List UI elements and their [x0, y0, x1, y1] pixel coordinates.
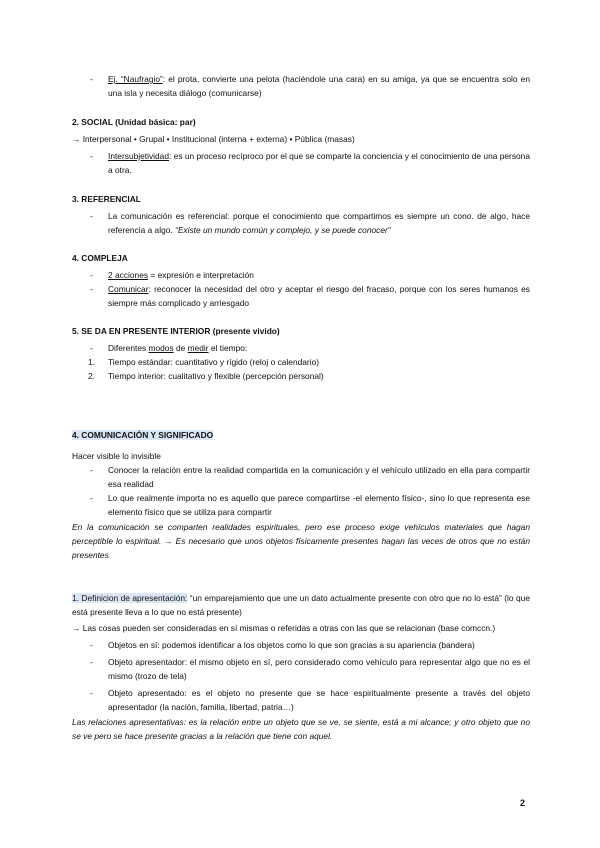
bullet-marker: - — [90, 284, 93, 294]
item-text: Tiempo interior: cualitativo y flexible (percepción personal) — [108, 371, 324, 381]
number-marker: 1. — [88, 357, 95, 367]
section-referencial — [72, 192, 530, 237]
section-comunicacion-significado — [72, 428, 530, 562]
item-text: Objeto apresentado: es el objeto no presente que se hace espiritualmente presente a través del objeto apresentador (la nación, familia, libertad, patria…) — [108, 688, 530, 712]
numbered-item — [72, 355, 530, 369]
page-number: 2 — [520, 798, 526, 808]
item-text: Diferentes — [108, 343, 149, 353]
bullet-marker: - — [90, 211, 93, 221]
item-text: Objeto apresentador: el mismo objeto en sí, pero considerado como vehículo para representar algo que no es el mismo (trozo de tela) — [108, 657, 530, 681]
item-text: : reconocer la necesidad del otro y aceptar el riesgo del fracaso, porque con los seres humanos es siempre más complicado y arriesgado — [108, 284, 530, 308]
list-item — [72, 491, 530, 519]
section-presente-interior — [72, 324, 530, 383]
list-item — [72, 655, 530, 683]
numbered-item — [72, 369, 530, 383]
note: Las relaciones apresentativas: es la relación entre un objeto que se ve, se siente, está a mi alcance; y otro objeto que no se ve pero se hace presente gracias a la relación que tiene con aquel. — [72, 717, 530, 741]
bullet-marker: - — [90, 640, 93, 650]
definition-line: → Las cosas pueden ser consideradas en sí mismas o referidas a otras con las que se relacionan (base comccn.) — [72, 623, 496, 633]
bullet-marker: - — [90, 343, 93, 353]
list-item — [72, 149, 530, 177]
bullet-marker: - — [90, 465, 93, 475]
section-title: 4. COMPLEJA — [72, 253, 128, 263]
term-comunicar: Comunicar — [108, 284, 149, 294]
section-compleja — [72, 251, 530, 310]
section-apresentacion — [72, 591, 530, 743]
example-naufragio — [72, 72, 530, 100]
list-item — [72, 686, 530, 714]
bullet-marker: - — [90, 270, 93, 280]
list-item — [72, 638, 530, 652]
item-text: = expresión e interpretación — [148, 270, 254, 280]
note: En la comunicación se comparten realidades espirituales, pero ese proceso exige vehículos materiales que hagan perceptible lo espiritual. → Es necesario que unos objetos físicamente presentes hagan las veces de otros que no están presentes — [72, 522, 530, 560]
definition — [72, 591, 530, 619]
list-item — [72, 209, 530, 237]
item-text: el tiempo: — [208, 343, 248, 353]
example-text: : el prota, convierte una pelota (haciéndole una cara) en su amiga, ya que se encuentra solo en una isla y necesita diálogo (comunicarse) — [108, 74, 530, 98]
term-modos: modos — [148, 343, 174, 353]
bullet-marker: - — [90, 151, 93, 161]
item-text: de — [173, 343, 188, 353]
term-intersubjetividad: Intersubjetividad — [108, 151, 169, 161]
section-social — [72, 115, 530, 177]
section-title: 2. SOCIAL (Unidad básica: par) — [72, 117, 196, 127]
example-link[interactable]: Ej. “Naufragio” — [108, 74, 163, 84]
section-title: 5. SE DA EN PRESENTE INTERIOR (presente vivido) — [72, 326, 280, 336]
section-title: 3. REFERENCIAL — [72, 194, 141, 204]
list-item — [72, 268, 530, 282]
definition-heading: 1. Definicion de apresentación: — [72, 593, 188, 603]
bullet-marker: - — [90, 493, 93, 503]
definition-text: “un emparejamiento que une un dato actualmente presente con otro que no lo está” (lo que está presente lleva a lo que no está presente) — [72, 593, 530, 617]
subtitle: Hacer visible lo invisible — [72, 451, 161, 461]
item-text: Tiempo estándar: cuantitativo y rígido (reloj o calendario) — [108, 357, 320, 367]
section-heading: 4. COMUNICACIÓN Y SIGNIFICADO — [72, 430, 214, 440]
bullet-marker: - — [90, 657, 93, 667]
item-text: Conocer la relación entre la realidad compartida en la comunicación y el vehículo utilizado en ella para compartir esa realidad — [108, 465, 530, 489]
term-medir: medir — [187, 343, 209, 353]
bullet-marker: - — [90, 688, 93, 698]
list-item — [72, 463, 530, 491]
item-text: Lo que realmente importa no es aquello que parece compartirse -el elemento físico-, sino lo que representa ese elemento físico que se utiliza para compartir — [108, 493, 530, 517]
item-quote: “Existe un mundo común y complejo, y se puede conocer” — [175, 225, 391, 235]
list-item — [72, 282, 530, 310]
item-text: : es un proceso recíproco por el que se comparte la conciencia y el conocimiento de una persona a otra. — [108, 151, 530, 175]
term-acciones: 2 acciones — [108, 270, 149, 280]
list-item — [72, 341, 530, 355]
bullet-marker: - — [90, 74, 93, 84]
item-text: Objetos en sí: podemos identificar a los objetos como lo que son gracias a su apariencia (bandera) — [108, 640, 475, 650]
number-marker: 2. — [88, 371, 95, 381]
item-text: La comunicación es referencial: porque el conocimiento que compartimos es siempre un cono. de algo, hace referencia a algo. — [108, 211, 530, 235]
social-types-line: → Interpersonal • Grupal • Institucional (interna + externa) • Pública (masas) — [72, 134, 355, 144]
